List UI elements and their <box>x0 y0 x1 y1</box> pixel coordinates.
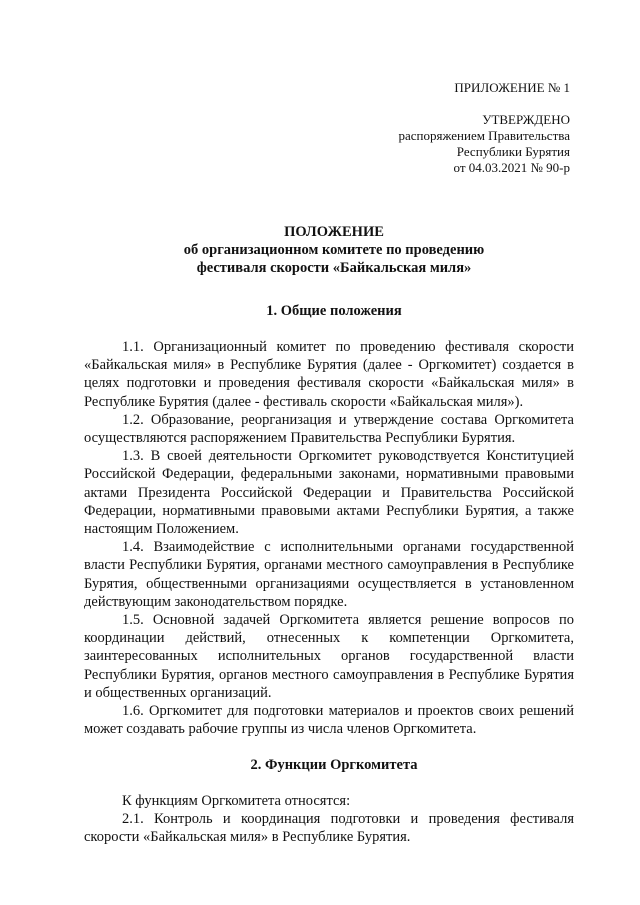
approved-by-line: распоряжением Правительства <box>398 128 570 143</box>
paragraph-1-3: 1.3. В своей деятельности Оргкомитет руководствуется Конституцией Российской Федерации, федеральными законами, нормативными правовыми актами Президента Российской Федерации и Правительства Российской Федерации, нормативными правовыми актами Республики Бурятия, а также настоящим Положением. <box>84 448 574 538</box>
paragraph-2-1: 2.1. Контроль и координация подготовки и проведения фестиваля скорости «Байкальская миля» в Республике Бурятия. <box>84 811 574 846</box>
section-body-general <box>84 338 574 738</box>
title-line-3: фестиваля скорости «Байкальская миля» <box>196 260 472 276</box>
section-heading-functions: 2. Функции Оргкомитета <box>250 757 418 773</box>
appendix-label <box>454 80 570 96</box>
approved-authority-line: Республики Бурятия <box>456 144 570 159</box>
paragraph-1-4: 1.4. Взаимодействие с исполнительными органами государственной власти Республики Бурятия, органами местного самоуправления в Республике Бурятия, общественными организациями осуществляется в установленном действующим законодательством порядке. <box>84 539 574 610</box>
paragraph-2-intro: К функциям Оргкомитета относятся: <box>122 793 351 809</box>
paragraph-1-5: 1.5. Основной задачей Оргкомитета является решение вопросов по координации действий, отнесенных к компетенции Оргкомитета, заинтересованных исполнительных органов государственной власти Республики Бурятия, органов местного самоуправления в Республике Бурятия и общественных организаций. <box>84 612 574 701</box>
paragraph-1-2: 1.2. Образование, реорганизация и утверждение состава Оргкомитета осуществляются распоряжением Правительства Республики Бурятия. <box>84 411 574 447</box>
section-body-functions <box>84 792 574 847</box>
approval-stamp-block <box>398 112 570 176</box>
approved-word: УТВЕРЖДЕНО <box>482 112 570 127</box>
title-line-1: ПОЛОЖЕНИЕ <box>284 224 384 240</box>
paragraph-1-1: 1.1. Организационный комитет по проведению фестиваля скорости «Байкальская миля» в Республике Бурятия (далее - Оргкомитет) создается в целях подготовки и проведения фестиваля скорости «Байкальская миля» в Республике Бурятия (далее - фестиваль скорости «Байкальская миля»). <box>84 339 574 410</box>
approved-date-line: от 04.03.2021 № 90-р <box>453 160 570 175</box>
title-line-2: об организационном комитете по проведению <box>183 242 485 258</box>
appendix-number: ПРИЛОЖЕНИЕ № 1 <box>454 80 570 95</box>
section-heading-general: 1. Общие положения <box>266 303 402 319</box>
document-title <box>84 223 584 277</box>
paragraph-1-6: 1.6. Оргкомитет для подготовки материалов и проектов своих решений может создавать рабочие группы из числа членов Оргкомитета. <box>84 703 574 738</box>
